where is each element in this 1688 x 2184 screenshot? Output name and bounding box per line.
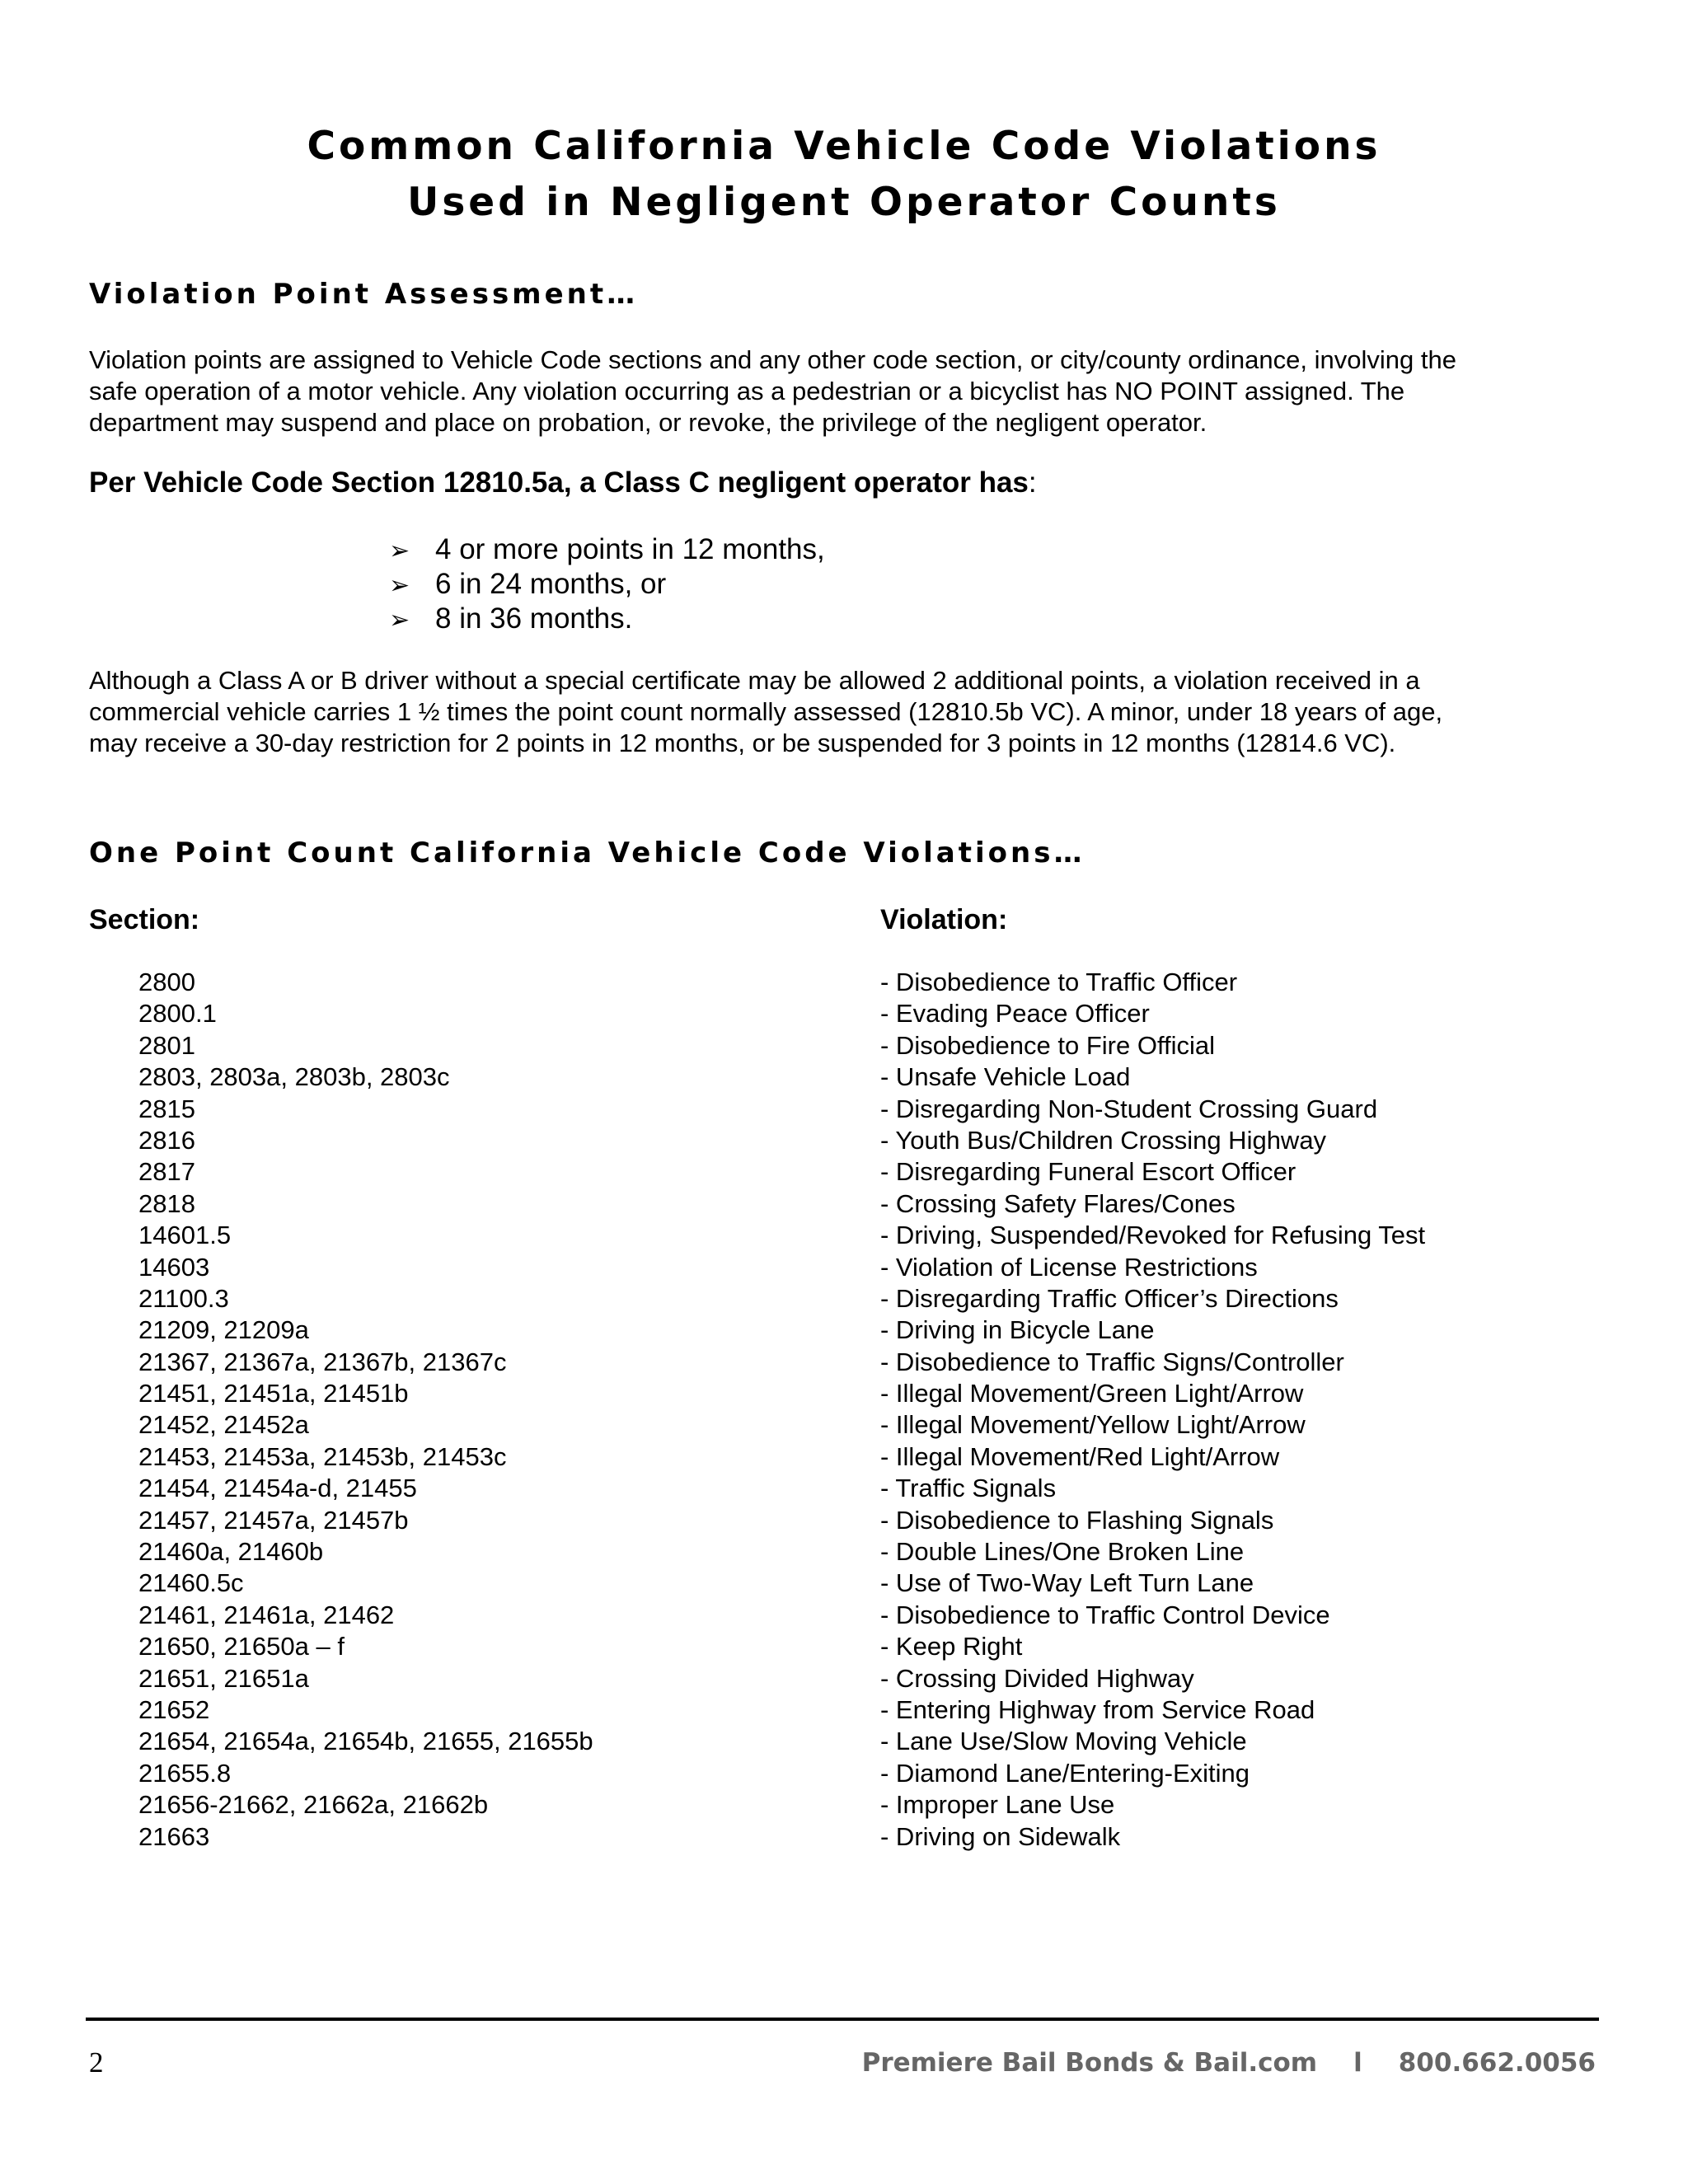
section-code: 2818	[138, 1188, 195, 1218]
point-assessment-paragraph	[89, 344, 1606, 438]
page-title-line-2: Used in Negligent Operator Counts	[407, 180, 1281, 225]
violation-description: - Disregarding Traffic Officer’s Directions	[880, 1283, 1339, 1313]
violation-description: - Unsafe Vehicle Load	[880, 1062, 1131, 1092]
footer-phone: 800.662.0056	[1398, 2048, 1596, 2078]
footer-brand	[862, 2046, 1596, 2080]
table-row	[0, 1789, 1688, 1821]
page-title-line-1: Common California Vehicle Code Violations	[307, 124, 1381, 169]
section-code: 21209, 21209a	[138, 1315, 309, 1345]
table-row	[0, 1631, 1688, 1662]
table-row	[0, 1030, 1688, 1062]
section-code: 21654, 21654a, 21654b, 21655, 21655b	[138, 1727, 593, 1756]
section-code: 2817	[138, 1157, 195, 1187]
table-row	[0, 1694, 1688, 1726]
section-code: 2815	[138, 1094, 195, 1123]
section-code: 21663	[138, 1821, 210, 1851]
table-row	[0, 1252, 1688, 1283]
section-code: 2816	[138, 1125, 195, 1155]
violation-description: - Youth Bus/Children Crossing Highway	[880, 1125, 1327, 1155]
table-row	[0, 998, 1688, 1029]
table-row	[0, 1600, 1688, 1631]
table-row	[0, 1378, 1688, 1409]
footer-divider	[86, 2018, 1599, 2021]
negligent-operator-criteria-list	[389, 532, 825, 636]
page-number: 2	[89, 2046, 104, 2079]
section-code: 21452, 21452a	[138, 1410, 309, 1440]
table-row	[0, 1568, 1688, 1599]
violation-description: - Traffic Signals	[880, 1474, 1057, 1503]
section-code: 21100.3	[138, 1283, 229, 1313]
criteria-item	[389, 532, 825, 567]
section-code: 21454, 21454a-d, 21455	[138, 1474, 417, 1503]
table-row	[0, 1821, 1688, 1853]
violation-description: - Disobedience to Flashing Signals	[880, 1505, 1274, 1535]
footer-company-name: Premiere Bail Bonds & Bail.com	[861, 2048, 1318, 2078]
violation-description: - Use of Two-Way Left Turn Lane	[880, 1568, 1254, 1598]
section-code: 21367, 21367a, 21367b, 21367c	[138, 1347, 507, 1376]
section-code: 21655.8	[138, 1758, 232, 1788]
table-row	[0, 1441, 1688, 1473]
arrow-bullet-icon: ➢	[389, 606, 410, 635]
violation-description: - Disregarding Funeral Escort Officer	[880, 1157, 1296, 1187]
table-row	[0, 1663, 1688, 1694]
arrow-bullet-icon: ➢	[389, 571, 410, 600]
violation-description: - Diamond Lane/Entering-Exiting	[880, 1758, 1250, 1788]
section-code: 21451, 21451a, 21451b	[138, 1379, 409, 1408]
violation-description: - Crossing Divided Highway	[880, 1663, 1194, 1693]
table-row	[0, 1188, 1688, 1220]
paragraph-line: safe operation of a motor vehicle. Any violation occurring as a pedestrian or a bicyclist has NO POINT assigned. The	[89, 377, 1405, 405]
section-code: 2801	[138, 1030, 195, 1060]
table-row	[0, 1409, 1688, 1441]
table-row	[0, 1505, 1688, 1536]
violation-description: - Driving on Sidewalk	[880, 1821, 1121, 1851]
definition-colon: :	[1028, 466, 1037, 499]
section-code: 21461, 21461a, 21462	[138, 1600, 395, 1629]
section-column-header: Section:	[89, 904, 200, 935]
criteria-text: 6 in 24 months, or	[435, 568, 667, 600]
violation-description: - Disregarding Non-Student Crossing Guard	[880, 1094, 1378, 1123]
criteria-item	[389, 567, 825, 602]
table-row	[0, 1536, 1688, 1568]
section-code: 21656-21662, 21662a, 21662b	[138, 1790, 489, 1820]
violation-description: - Disobedience to Traffic Control Device	[880, 1600, 1330, 1629]
violation-description: - Crossing Safety Flares/Cones	[880, 1188, 1236, 1218]
table-row	[0, 1347, 1688, 1378]
violation-description: - Illegal Movement/Yellow Light/Arrow	[880, 1410, 1306, 1440]
section-code: 14601.5	[138, 1221, 232, 1250]
violation-description: - Entering Highway from Service Road	[880, 1694, 1315, 1724]
table-row	[0, 1283, 1688, 1315]
paragraph-line: department may suspend and place on probation, or revoke, the privilege of the negligent operator.	[89, 408, 1207, 437]
violation-description: - Lane Use/Slow Moving Vehicle	[880, 1727, 1247, 1756]
definition-bold-text: Per Vehicle Code Section 12810.5a, a Class C negligent operator has	[89, 466, 1029, 499]
violation-description: - Disobedience to Traffic Signs/Controller	[880, 1347, 1344, 1376]
table-row	[0, 1473, 1688, 1504]
table-row	[0, 1062, 1688, 1093]
section-code: 14603	[138, 1252, 210, 1282]
violation-column-header: Violation:	[880, 904, 1008, 935]
section-code: 2800.1	[138, 999, 217, 1029]
table-row	[0, 1220, 1688, 1251]
negligent-operator-definition	[89, 465, 1037, 501]
section-code: 2800	[138, 968, 195, 996]
table-row	[0, 1726, 1688, 1757]
violation-description: - Double Lines/One Broken Line	[880, 1537, 1245, 1567]
note-line: may receive a 30-day restriction for 2 points in 12 months, or be suspended for 3 points in 12 months (12814.6 VC).	[89, 729, 1396, 757]
note-line: Although a Class A or B driver without a special certificate may be allowed 2 additional points, a violation received in a	[89, 666, 1420, 695]
section-code: 21453, 21453a, 21453b, 21453c	[138, 1441, 507, 1471]
note-line: commercial vehicle carries 1 ½ times the point count normally assessed (12810.5b VC). A minor, under 18 years of age,	[89, 697, 1443, 726]
section-code: 2803, 2803a, 2803b, 2803c	[138, 1062, 450, 1092]
criteria-text: 4 or more points in 12 months,	[435, 533, 825, 565]
violation-description: - Driving in Bicycle Lane	[880, 1315, 1155, 1345]
section-code: 21460a, 21460b	[138, 1537, 324, 1567]
violation-description: - Keep Right	[880, 1632, 1023, 1661]
violation-description: - Disobedience to Fire Official	[880, 1030, 1216, 1060]
table-row	[0, 1094, 1688, 1125]
table-row	[0, 1156, 1688, 1188]
table-row	[0, 967, 1688, 998]
section-code: 21457, 21457a, 21457b	[138, 1505, 409, 1535]
table-row	[0, 1758, 1688, 1789]
violation-description: - Illegal Movement/Green Light/Arrow	[880, 1379, 1304, 1408]
section-code: 21652	[138, 1694, 210, 1724]
point-assessment-heading: Violation Point Assessment…	[89, 278, 639, 311]
violations-table	[0, 967, 1688, 1853]
violation-description: - Driving, Suspended/Revoked for Refusing Test	[880, 1221, 1426, 1250]
violation-description: - Evading Peace Officer	[880, 999, 1150, 1029]
violation-description: - Violation of License Restrictions	[880, 1252, 1258, 1282]
commercial-minor-note	[89, 665, 1606, 759]
table-row	[0, 1315, 1688, 1346]
violation-description: - Illegal Movement/Red Light/Arrow	[880, 1441, 1280, 1471]
paragraph-line: Violation points are assigned to Vehicle Code sections and any other code section, or city/county ordinance, involving the	[89, 345, 1456, 374]
one-point-violations-heading: One Point Count California Vehicle Code Violations…	[89, 837, 1085, 869]
arrow-bullet-icon: ➢	[389, 537, 410, 565]
table-row	[0, 1125, 1688, 1156]
footer-separator: l	[1353, 2048, 1362, 2078]
criteria-text: 8 in 36 months.	[435, 602, 633, 635]
section-code: 21651, 21651a	[138, 1663, 309, 1693]
section-code: 21650, 21650a – f	[138, 1632, 345, 1661]
violation-description: - Disobedience to Traffic Officer	[880, 968, 1238, 996]
section-code: 21460.5c	[138, 1568, 244, 1598]
criteria-item	[389, 602, 825, 636]
violation-description: - Improper Lane Use	[880, 1790, 1115, 1820]
